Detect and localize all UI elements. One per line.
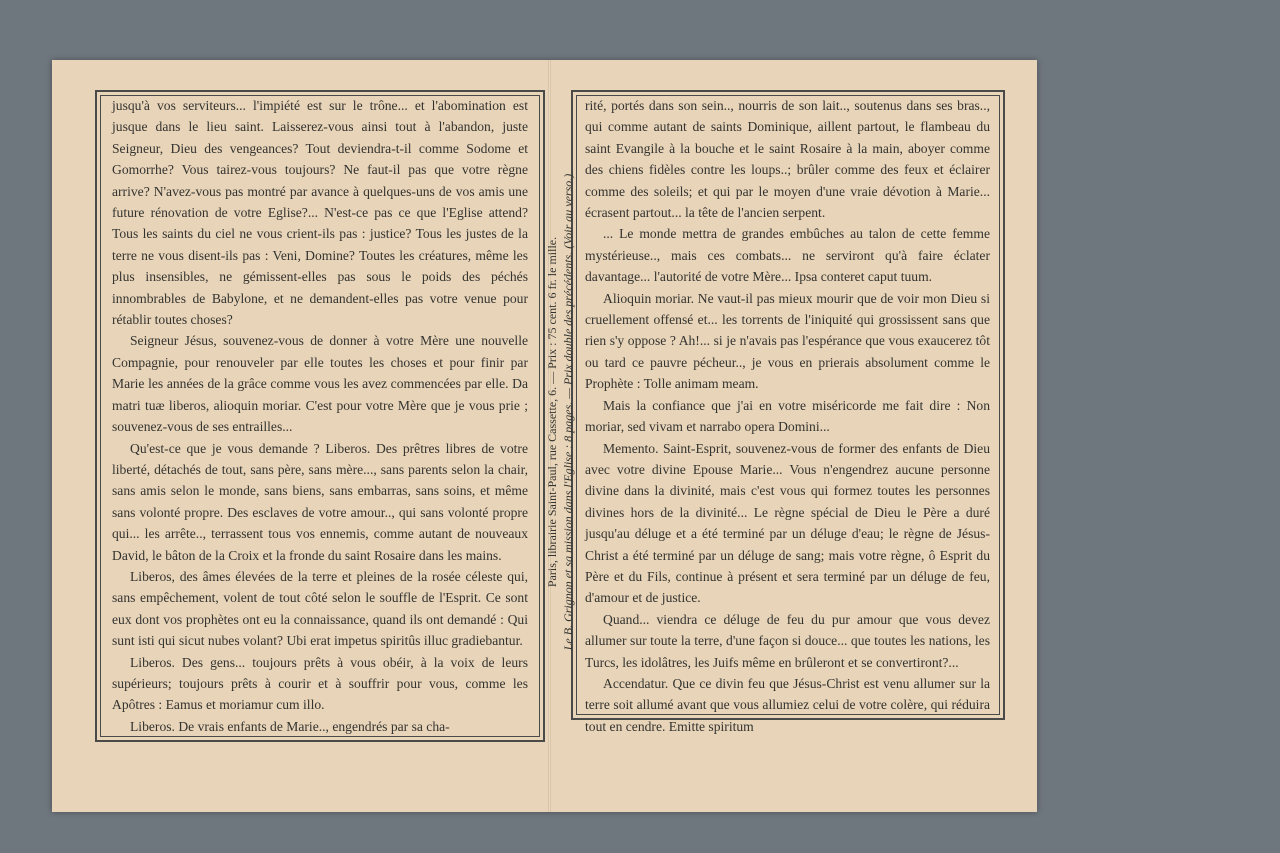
right-paragraph-4: Mais la confiance que j'ai en votre miséricorde me fait dire : Non moriar, sed vivam et narrabo opera Domini... bbox=[585, 397, 990, 435]
left-paragraph-4: Liberos, des âmes élevées de la terre et pleines de la rosée céleste qui, sans empêchement, volent de tout côté selon le souffle de l'Esprit. Ce sont eux dont vos prophètes ont eu la connaissance, quand ils ont demandé : Qui sunt isti qui sicut nubes volant? Ubi erat impetus spiritûs illuc gradiebantur. bbox=[112, 568, 528, 649]
right-paragraph-5: Memento. Saint-Esprit, souvenez-vous de former des enfants de Dieu avec votre divine Epouse Marie... Vous n'engendrez aucune personne divine dans la divinité, mais c'est vous qui formez toutes les personnes divines hors de la divinité... Le règne spécial de Dieu le Père a duré jusqu'au déluge et a été terminé par un déluge d'eau; le règne de Jésus-Christ a été terminé par un déluge de sang; mais votre règne, ô Esprit du Père et du Fils, continue à présent et sera terminé par un déluge de feu, d'amour et de justice. bbox=[585, 440, 990, 606]
left-paragraph-1: jusqu'à vos serviteurs... l'impiété est sur le trône... et l'abomination est jusque dans le lieu saint. Laisserez-vous ainsi tout à l'abandon, juste Seigneur, Dieu des vengeances? Tout deviendra-t-il comme Sodome et Gomorrhe? Vous tairez-vous toujours? Ne faut-il pas que votre règne arrive? N'avez-vous pas montré par avance à quelques-uns de vos amis une future rénovation de votre Eglise?... N'est-ce pas ce que l'Eglise attend? Tous les saints du ciel ne vous crient-ils pas : justice? Tous les justes de la terre ne vous disent-ils pas : Veni, Domine? Toutes les créatures, même les plus insensibles, ne gémissent-elles pas sous le poids des péchés innombrables de Babylone, et ne demandent-elles pas votre venue pour rétablir toutes choses? bbox=[112, 98, 528, 328]
spine-line-title: Le B. Grignon et sa mission dans l'Eglise : 8 pages. — Prix double des précédents. (Voir au verso.) bbox=[561, 173, 575, 651]
right-paragraph-3: Alioquin moriar. Ne vaut-il pas mieux mourir que de voir mon Dieu si cruellement offensé et... les torrents de l'iniquité qui grossissent sans que rien s'y oppose ? Ah!... si je n'avais pas l'espérance que vous exaucerez tôt ou tard ce pauvre pécheur.., je vous en prierais absolument comme le Prophète : Tolle animam meam. bbox=[585, 290, 990, 392]
left-paragraph-6: Liberos. De vrais enfants de Marie.., engendrés par sa cha- bbox=[130, 718, 450, 734]
left-paragraph-3: Qu'est-ce que je vous demande ? Liberos. Des prêtres libres de votre liberté, détachés de tout, sans père, sans mère..., sans parents selon la chair, sans amis selon le monde, sans biens, sans embarras, sans soins, et même sans volonté propre. Des esclaves de votre amour.., qui sans volonté propre qui... les arrête.., terrassent tous vos ennemis, comme autant de nouveaux David, le bâton de la Croix et la fronde du saint Rosaire dans les mains. bbox=[112, 440, 528, 563]
right-paragraph-7: Accendatur. Que ce divin feu que Jésus-Christ est venu allumer sur la terre soit allumé avant que vous allumiez celui de votre colère, qui réduira tout en cendre. Emitte spiritum bbox=[585, 675, 990, 734]
right-paragraph-1: rité, portés dans son sein.., nourris de son lait.., soutenus dans ses bras.., qui comme autant de saints Dominique, aillent partout, le flambeau du saint Evangile à la bouche et le saint Rosaire à la main, aboyer comme des chiens fidèles contre les loups..; brûler comme des feux et éclairer comme des soleils; et qui par le moyen d'une vraie dévotion à Marie... écrasent partout... la tête de l'ancien serpent. bbox=[585, 98, 990, 221]
right-paragraph-6: Quand... viendra ce déluge de feu du pur amour que vous devez allumer sur toute la terre, d'une façon si douce... que toutes les nations, les Turcs, les idolâtres, les Juifs même en brûleront et se convertiront?... bbox=[585, 611, 990, 670]
left-paragraph-5: Liberos. Des gens... toujours prêts à vous obéir, à la voix de leurs supérieurs; toujours prêts à courir et à souffrir pour vous, comme les Apôtres : Eamus et moriamur cum illo. bbox=[112, 654, 528, 713]
spine-line-publisher: Paris, librairie Saint-Paul, rue Cassette, 6. — Prix : 75 cent. 6 fr. le mille. bbox=[545, 236, 559, 588]
left-page-text bbox=[112, 95, 528, 737]
right-page-text bbox=[585, 95, 990, 737]
right-paragraph-2: ... Le monde mettra de grandes embûches au talon de cette femme mystérieuse.., mais ces combats... ne serviront qu'à faire éclater davantage... l'autorité de votre Mère... Ipsa conteret caput tuum. bbox=[585, 226, 990, 285]
left-paragraph-2: Seigneur Jésus, souvenez-vous de donner à votre Mère une nouvelle Compagnie, pour renouveler par elle toutes les choses et pour finir par Marie les années de la grâce comme vous les avez commencées par elle. Da matri tuæ liberos, alioquin moriar. C'est pour votre Mère que je vous prie ; souvenez-vous de ses entrailles... bbox=[112, 333, 528, 435]
